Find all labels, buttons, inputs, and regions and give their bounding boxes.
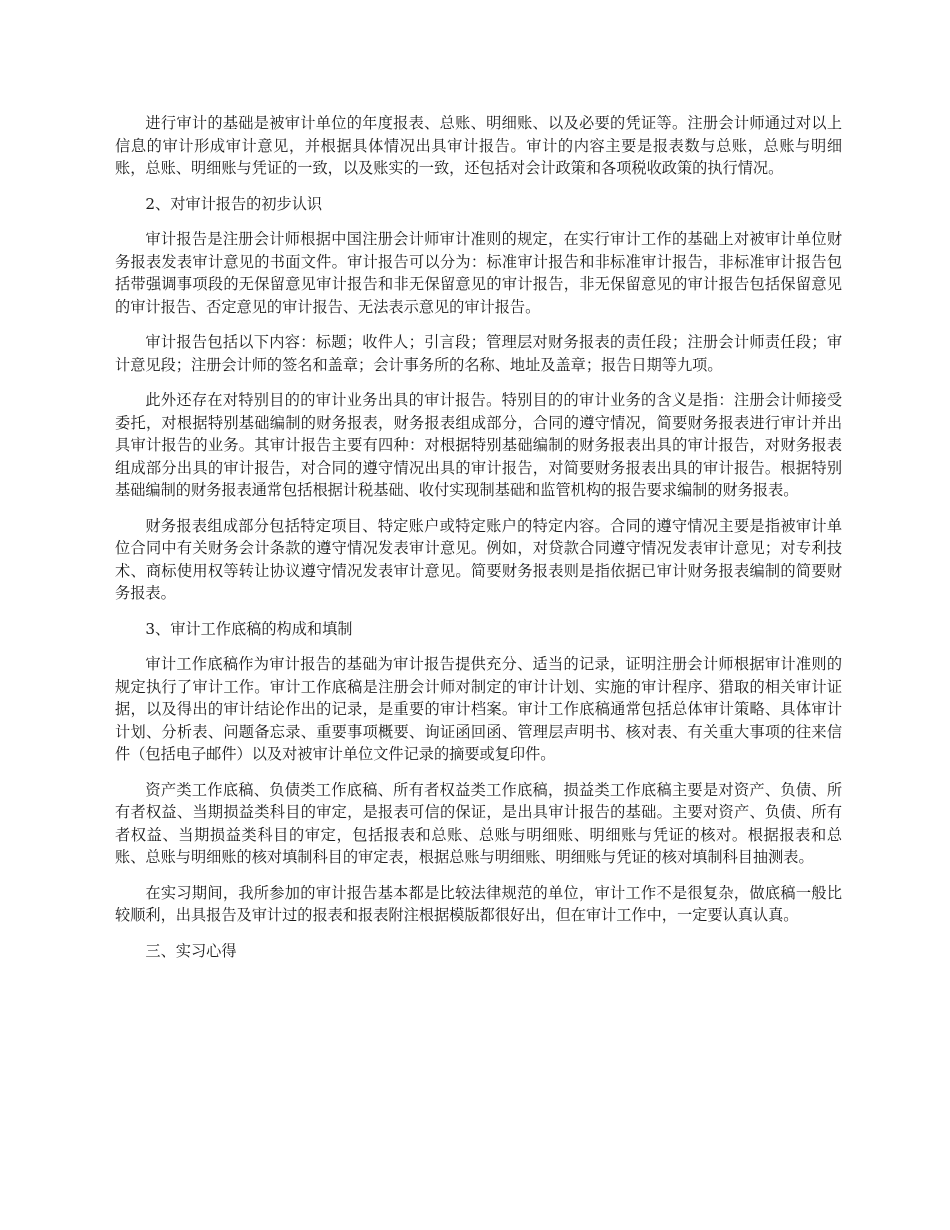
paragraph-audit-basis: 进行审计的基础是被审计单位的年度报表、总账、明细账、以及必要的凭证等。注册会计师通过对以上信息的审计形成审计意见，并根据具体情况出具审计报告。审计的内容主要是报表数与总账，总账与明细账，总账、明细账与凭证的一致，以及账实的一致，还包括对会计政策和各项税收政策的执行情况。 [115,114,842,177]
paragraph-working-papers-types: 资产类工作底稿、负债类工作底稿、所有者权益类工作底稿，损益类工作底稿主要是对资产、负债、所有者权益、当期损益类科目的审定，是报表可信的保证，是出具审计报告的基础。主要对资产、负债、所有者权益、当期损益类科目的审定，包括报表和总账、总账与明细账、明细账与凭证的核对。根据报表和总账、总账与明细账的核对填制科目的审定表，根据总账与明细账、明细账与凭证的核对填制科目抽测表。 [115,780,842,866]
section-heading-working-papers: 3、审计工作底稿的构成和填制 [145,619,353,638]
paragraph-internship-experience: 在实习期间，我所参加的审计报告基本都是比较法律规范的单位，审计工作不是很复杂，做底稿一般比较顺利，出具报告及审计过的报表和报表附注根据模版都很好出，但在审计工作中，一定要认真认真。 [115,883,842,924]
paragraph-audit-report-contents: 审计报告包括以下内容：标题；收件人；引言段；管理层对财务报表的责任段；注册会计师责任段；审计意见段；注册会计师的签名和盖章；会计事务所的名称、地址及盖章；报告日期等九项。 [115,333,842,374]
section-heading-internship-reflections: 三、实习心得 [145,941,237,960]
document-body [115,112,842,975]
paragraph-audit-report-definition: 审计报告是注册会计师根据中国注册会计师审计准则的规定，在实行审计工作的基础上对被审计单位财务报表发表审计意见的书面文件。审计报告可以分为：标准审计报告和非标准审计报告，非标准审计报告包括带强调事项段的无保留意见审计报告和非无保留意见的审计报告，非无保留意见的审计报告包括保留意见的审计报告、否定意见的审计报告、无法表示意见的审计报告。 [115,230,842,316]
paragraph-working-papers-definition: 审计工作底稿作为审计报告的基础为审计报告提供充分、适当的记录，证明注册会计师根据审计准则的规定执行了审计工作。审计工作底稿是注册会计师对制定的审计计划、实施的审计程序、猎取的相关审计证据，以及得出的审计结论作出的记录，是重要的审计档案。审计工作底稿通常包括总体审计策略、具体审计计划、分析表、问题备忘录、重要事项概要、询证函回函、管理层声明书、核对表、有关重大事项的往来信件（包括电子邮件）以及对被审计单位文件记录的摘要或复印件。 [115,655,842,763]
section-heading-audit-report: 2、对审计报告的初步认识 [145,194,323,213]
paragraph-financial-statement-components: 财务报表组成部分包括特定项目、特定账户或特定账户的特定内容。合同的遵守情况主要是指被审计单位合同中有关财务会计条款的遵守情况发表审计意见。例如，对贷款合同遵守情况发表审计意见；对专利技术、商标使用权等转让协议遵守情况发表审计意见。简要财务报表则是指依据已审计财务报表编制的简要财务报表。 [115,516,842,602]
paragraph-special-purpose-audit: 此外还存在对特别目的的审计业务出具的审计报告。特别目的的审计业务的含义是指：注册会计师接受委托，对根据特别基础编制的财务报表，财务报表组成部分，合同的遵守情况，简要财务报表进行审计并出具审计报告的业务。其审计报告主要有四种：对根据特别基础编制的财务报表出具的审计报告，对财务报表组成部分出具的审计报告，对合同的遵守情况出具的审计报告，对简要财务报表出具的审计报告。根据特别基础编制的财务报表通常包括根据计税基础、收付实现制基础和监管机构的报告要求编制的财务报表。 [115,391,842,499]
